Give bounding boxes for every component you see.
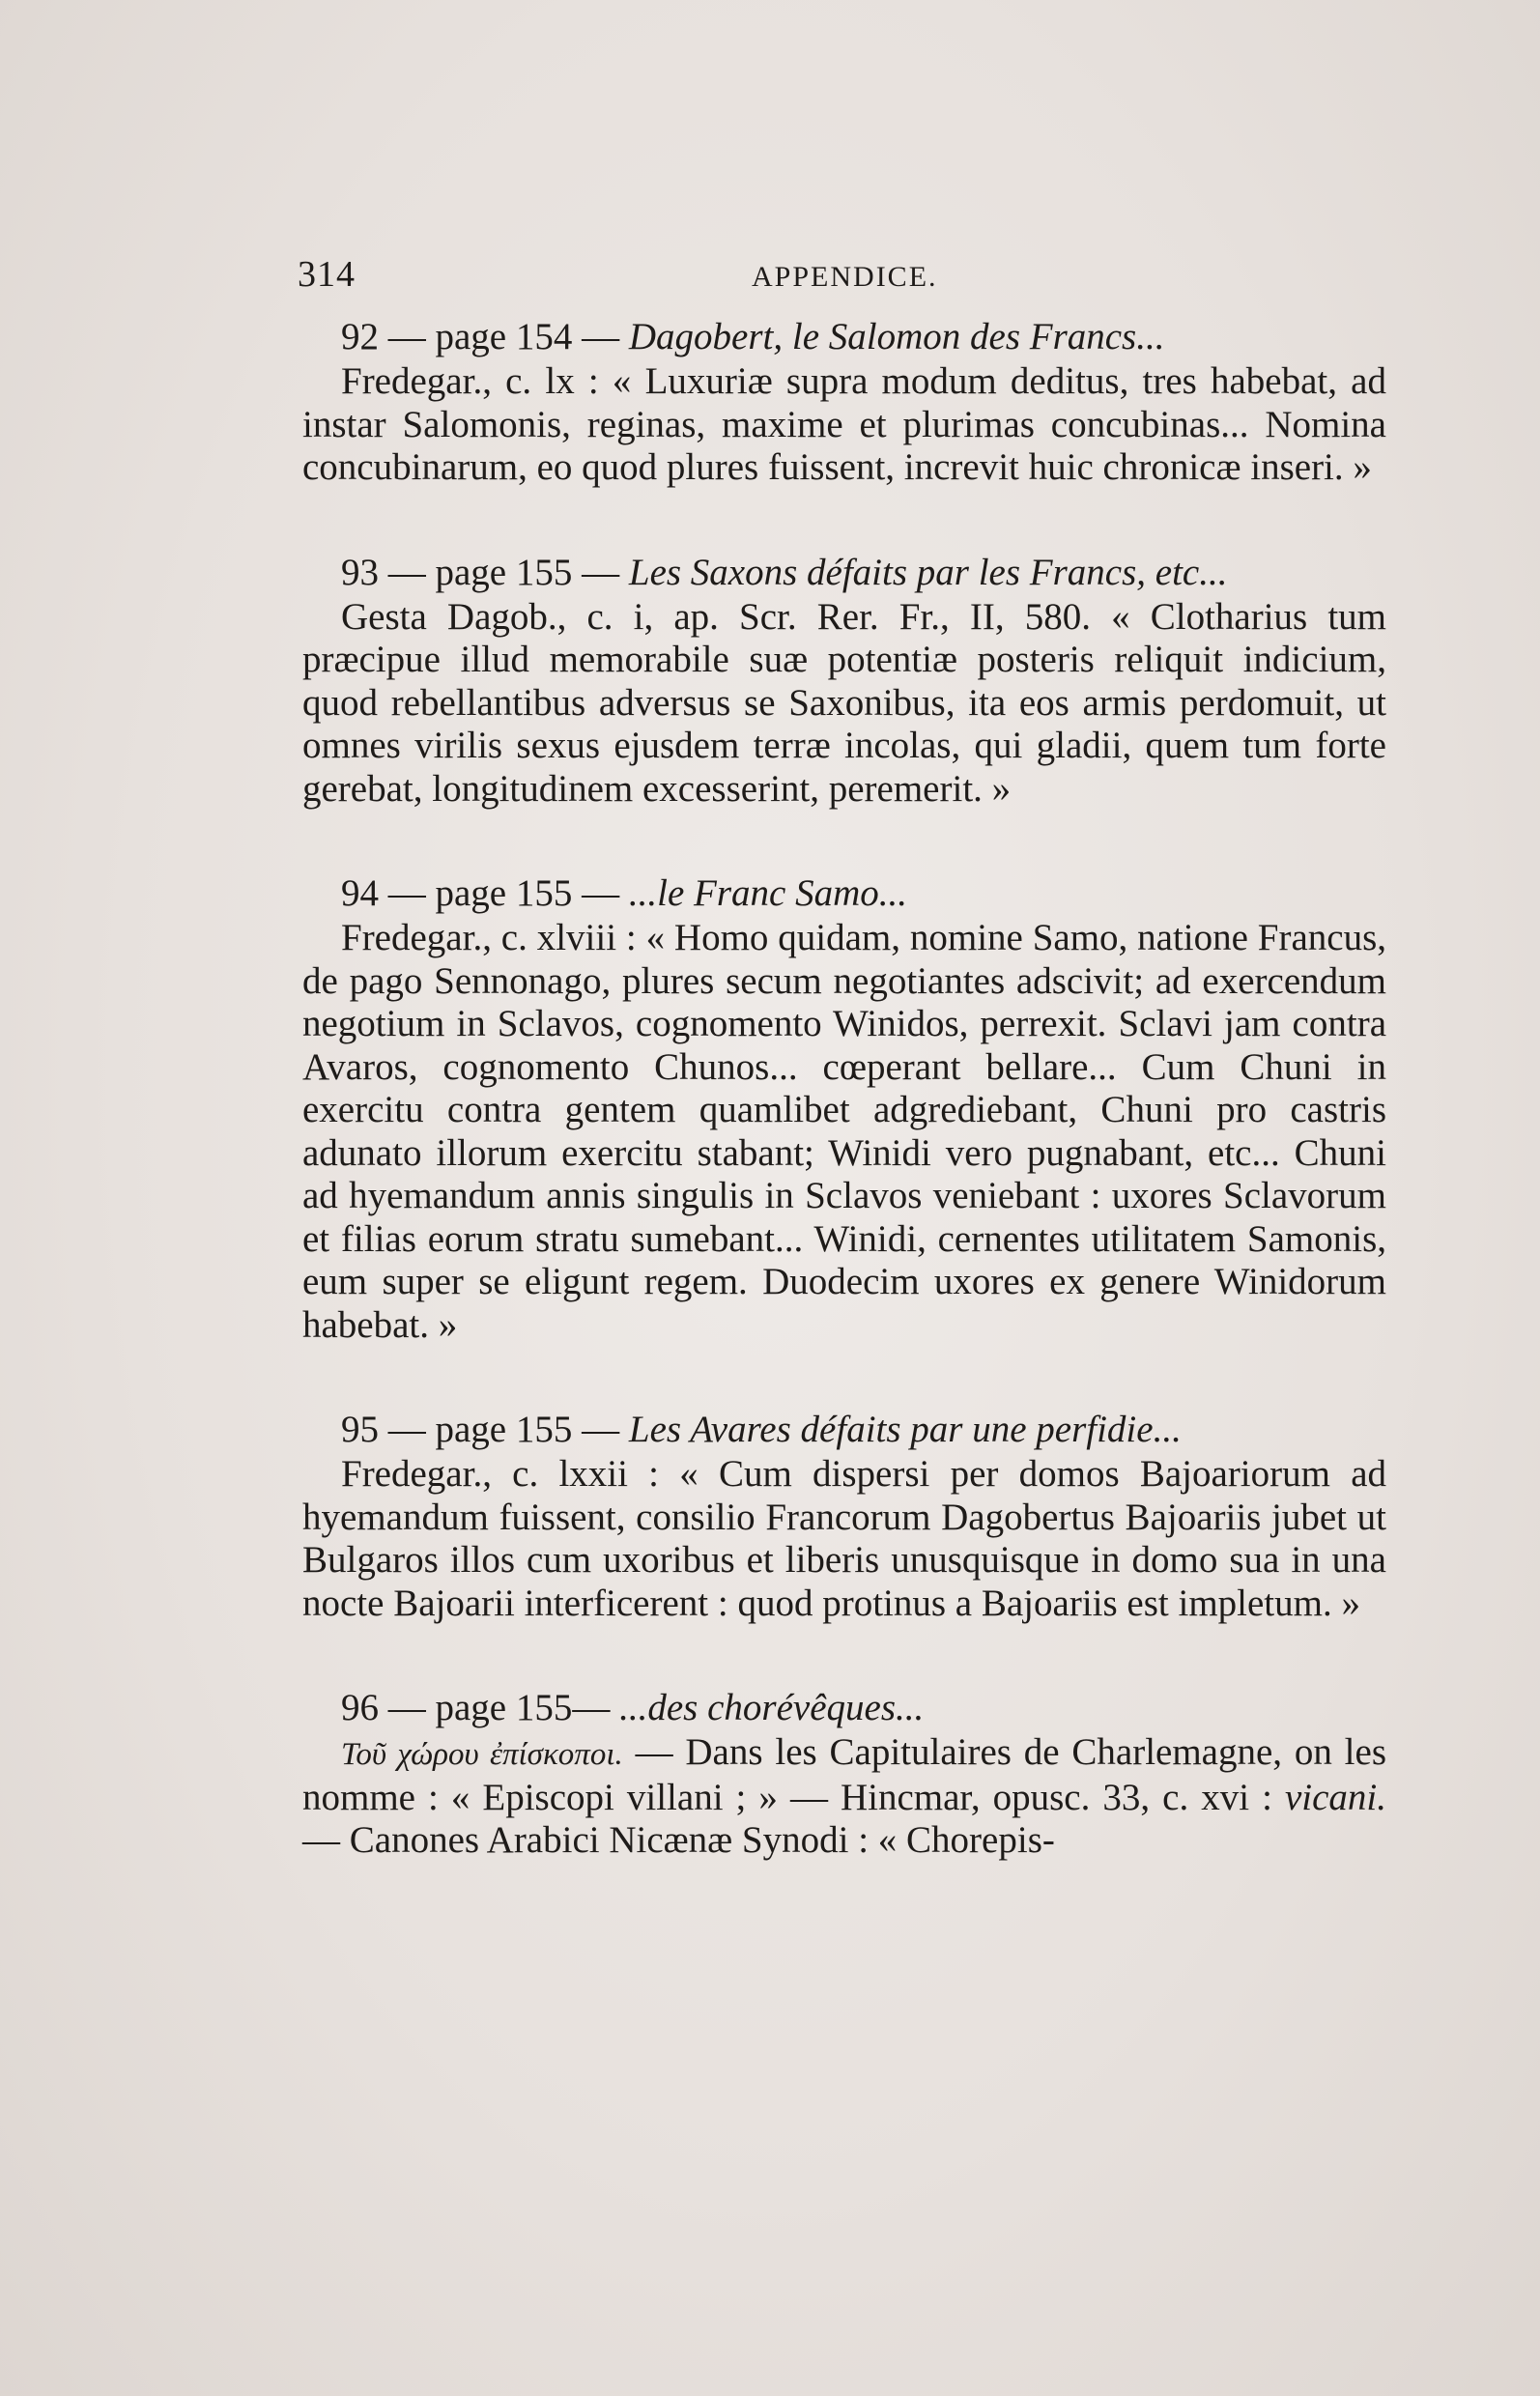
note-heading-prefix: 92 — page 154 — [341,316,629,357]
note-heading [302,1407,1386,1453]
note-96 [302,1685,1386,1863]
note-heading-ref: ...le Franc Samo... [628,872,907,914]
note-heading [302,550,1386,596]
note-heading-ref: ...des chorévêques... [619,1687,925,1728]
running-head: APPENDICE. [752,261,938,293]
note-body: Gesta Dagob., c. i, ap. Scr. Rer. Fr., II, 580. « Clotharius tum præcipue illud memorabile suæ potentiæ posteris reliquit indicium, quod rebellantibus adversus se Saxonibus, ita eos armis perdomuit, ut omnes virilis sexus ejusdem terræ incolas, qui gladii, quem tum forte gerebat, longitudinem excesserint, peremerit. » [302,595,1386,810]
page-number: 314 [298,254,356,295]
note-heading-ref: Les Saxons défaits par les Francs, etc... [628,551,1228,593]
note-body [302,1731,1386,1863]
note-95 [302,1407,1386,1625]
note-heading-ref: Les Avares défaits par une perfidie... [628,1409,1182,1450]
note-heading-prefix: 95 — page 155 — [341,1409,629,1450]
note-heading [302,1685,1386,1731]
note-body: Fredegar., c. xlviii : « Homo quidam, nomine Samo, natione Francus, de pago Sennonago, plures secum negotiantes adscivit; ad exercendum negotium in Sclavos, cognomento Winidos, perrexit. Sclavi jam contra Avaros, cognomento Chunos... cœperant bellare... Cum Chuni in exercitu contra gentem quamlibet adgrediebant, Chuni pro castris adunato illorum exercitu stabant; Winidi vero pugnabant, etc... Chuni ad hyemandum annis singulis in Sclavos veniebant : uxores Sclavorum et filias eorum stratu sumebant... Winidi, cernentes utilitatem Samonis, eum super se eligunt regem. Duodecim uxores ex genere Winidorum habebat. » [302,917,1386,1346]
page-header [298,253,1389,301]
note-heading-prefix: 96 — page 155— [341,1687,620,1728]
note-93 [302,550,1386,812]
note-body: Fredegar., c. lx : « Luxuriæ supra modum deditus, tres habebat, ad instar Salomonis, reginas, maxime et plurimas concubinas... Nomina concubinarum, eo quod plures fuissent, increvit huic chronicæ inseri. » [302,360,1386,488]
greek-quote: Τοῦ χώρου ἐπίσκοποι. [341,1737,623,1772]
note-heading-prefix: 93 — page 155 — [341,551,629,593]
note-heading-prefix: 94 — page 155 — [341,872,629,914]
note-heading-ref: Dagobert, le Salomon des Francs... [628,316,1165,357]
note-92 [302,314,1386,490]
note-heading [302,314,1386,360]
notes-content [302,314,1386,1923]
note-body-text: — Dans les Capitulaires de Charlemagne, on les nomme : « Episcopi villani ; » — Hincmar, opusc. 33, c. xvi : [302,1731,1387,1818]
italic-term: vicani. [1284,1776,1386,1818]
note-body: Fredegar., c. lxxii : « Cum dispersi per domos Bajoariorum ad hyemandum fuissent, consilio Francorum Dagobertus Bajoariis jubet ut Bulgaros illos cum uxoribus et liberis unusquisque in domo sua in una nocte Bajoarii interficerent : quod protinus a Bajoariis est impletum. » [302,1453,1386,1624]
note-94 [302,870,1386,1347]
note-heading [302,870,1386,917]
note-body-text: — Canones Arabici Nicænæ Synodi : « Chorepis- [302,1819,1055,1861]
